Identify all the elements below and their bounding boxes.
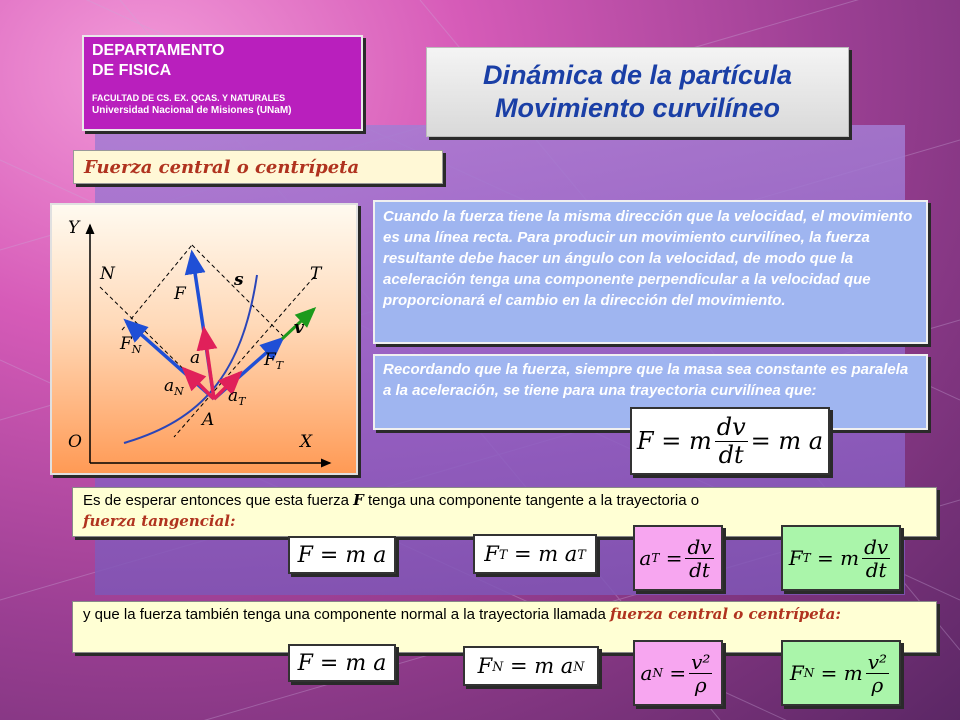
label-origin: O: [68, 432, 82, 452]
department-line2: DE FISICA: [92, 62, 172, 79]
formula-row2-newton: [288, 644, 396, 682]
formula-at-den: dt: [689, 557, 710, 582]
formula-an-lhs: a: [640, 661, 653, 685]
force-diagram-svg: [52, 205, 356, 473]
label-at: $a_T$: [228, 386, 246, 408]
formula-main-den: dt: [718, 440, 744, 469]
force-diagram: [50, 203, 358, 475]
formula-row1-newton-text: F = m a: [297, 542, 387, 568]
paragraph-straight-vs-curved: Cuando la fuerza tiene la misma dirección que la velocidad, el movimiento es una línea recta. Para producir un movimiento curvilíneo, la fuerza resultante debe hacer un ángulo con la velocidad, de modo que la aceleración tenga una componente perpendicular a la velocidad que proporcionará el cambio en la dirección del movimiento.: [373, 200, 928, 344]
formula-fn-rhs: = m a: [509, 654, 574, 678]
faculty-text: FACULTAD DE CS. EX. QCAS. Y NATURALES: [92, 93, 286, 103]
label-f: F: [174, 284, 186, 304]
formula-main-m: m: [688, 427, 712, 455]
formula-fn-rsub: N: [573, 658, 585, 674]
label-accel: a: [190, 348, 201, 368]
formula-fnc-sub: N: [803, 666, 815, 680]
formula-main-num: dv: [716, 413, 746, 442]
formula-fn-sub: N: [492, 658, 504, 674]
title-line1: Dinámica de la partícula: [482, 60, 793, 90]
label-y: Y: [68, 218, 80, 238]
band1-text-start: Es de esperar entonces que esta fuerza: [83, 492, 354, 509]
formula-tangential-accel: [633, 525, 723, 591]
formula-tangential-force: [473, 534, 597, 574]
formula-ftd-sub: T: [802, 551, 811, 565]
formula-fnc-lhs: F: [789, 661, 804, 685]
band1-text-end: tenga una componente tangente a la trayectoria o: [363, 492, 700, 509]
formula-ftd-num: dv: [864, 534, 889, 559]
formula-ftd-lhs: F: [788, 546, 803, 570]
formula-an-eq: =: [669, 661, 687, 685]
formula-an-num: v²: [691, 649, 711, 674]
formula-normal-force: [463, 646, 599, 686]
formula-fnc-den: ρ: [871, 672, 884, 697]
formula-ft-rsub: T: [577, 546, 586, 562]
formula-main-rhs: m a: [778, 427, 824, 455]
formula-main-lhs: F: [636, 427, 654, 455]
label-n: N: [100, 264, 115, 284]
label-v: v: [294, 318, 304, 338]
formula-at-lhs: a: [639, 546, 652, 570]
formula-ft-lhs: F: [484, 542, 499, 566]
formula-at-num: dv: [687, 534, 712, 559]
band2-text-start: y que la fuerza también tenga una componente normal a la trayectoria llamada: [83, 606, 610, 623]
formula-tangential-force-derivative: [781, 525, 901, 591]
label-s: s: [234, 270, 244, 290]
formula-an-sub: N: [652, 666, 663, 680]
formula-ftd-eq: = m: [817, 546, 860, 570]
dashed-box-right: [192, 245, 284, 337]
formula-ft-rhs: = m a: [513, 542, 578, 566]
formula-fn-lhs: F: [477, 654, 493, 678]
formula-normal-force-centripetal: [781, 640, 901, 706]
formula-row1-newton: [288, 536, 396, 574]
band2-highlight: fuerza central o centrípeta:: [609, 605, 841, 623]
formula-normal-accel: [633, 640, 723, 706]
formula-an-den: ρ: [694, 672, 707, 697]
band1-highlight: fuerza tangencial:: [83, 512, 236, 530]
label-a-point: A: [202, 410, 215, 430]
label-t: T: [310, 264, 322, 284]
department-badge: [82, 35, 363, 131]
department-line1: DEPARTAMENTO: [92, 42, 225, 59]
title-line2: Movimiento curvilíneo: [494, 93, 781, 123]
formula-ftd-den: dt: [865, 557, 887, 582]
band1-symbol: F: [353, 491, 364, 509]
section-subtitle: Fuerza central o centrípeta: [73, 150, 443, 184]
formula-fnc-eq: = m: [820, 661, 863, 685]
label-ft: $F_T$: [264, 350, 284, 372]
formula-at-sub: T: [651, 551, 660, 565]
slide-title: [426, 47, 849, 137]
formula-row2-newton-text: F = m a: [297, 650, 387, 676]
formula-at-eq: =: [665, 546, 683, 570]
formula-ft-sub: T: [498, 546, 508, 562]
formula-fnc-num: v²: [867, 649, 888, 674]
formula-newton-main: F = m $\frac{dv}{dt}$ = m a: [630, 407, 830, 475]
university-text: Universidad Nacional de Misiones (UNaM): [92, 105, 292, 116]
paragraph-force-acceleration: Recordando que la fuerza, siempre que la masa sea constante es paralela a la aceleración, se tiene para una trayectoria curvilínea que:: [373, 354, 928, 430]
label-fn: $F_N$: [120, 334, 142, 356]
label-x: X: [300, 432, 313, 452]
label-an: $a_N$: [164, 376, 184, 398]
